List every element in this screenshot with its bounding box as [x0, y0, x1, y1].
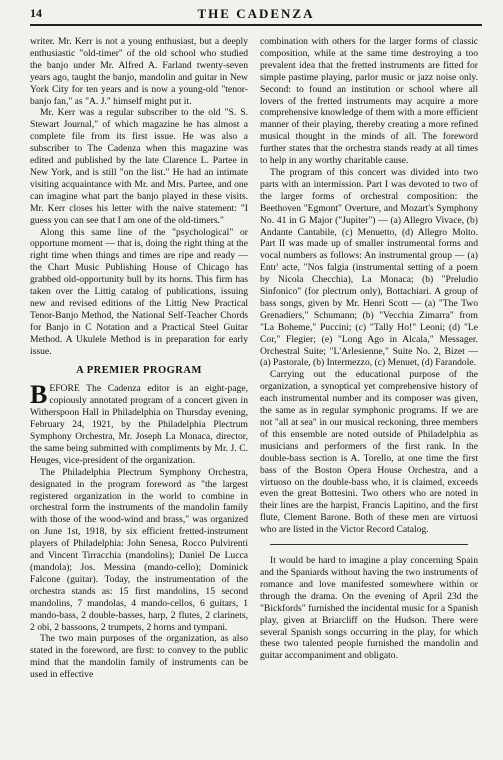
paragraph-text: EFORE The Cadenza editor is an eight-page, copiously annotated program of a concert given in Witherspoon Hall in Philadelphia on Thursday evening, February 24, 1921, by the Philadelphia Plectrum Symphony Orchestra, Mr. Joseph La Monaca, director, the same being submitted with compliments by Mr. J. C. Heuges, vice-president of the organization.	[30, 383, 248, 466]
paragraph: combination with others for the larger forms of classic composition, while at the same time destroying a too prevalent idea that the fretted instruments are fitted for simple pastime playing, parlor music or jazz noise only. Second: to found an institution or school where all lovers of the fretted instruments may acquire a more comprehensive knowledge of them with a more efficient manner of their playing, thereby creating a more refined musical thought in the minds of all. The foreword further states that the orchestra stands ready at all times to help in any worthy charitable cause.	[260, 36, 478, 167]
section-heading: A PREMIER PROGRAM	[76, 365, 202, 377]
paragraph: The two main purposes of the organization, as also stated in the foreword, are first: to convey to the public mind that the mandolin family of instruments can be used in effective	[30, 633, 248, 681]
paragraph: writer. Mr. Kerr is not a young enthusiast, but a deeply enthusiastic "old-timer" of the old school who studied the banjo under Mr. Alfred A. Farland twenty-seven years ago, taught the banjo, mandolin and guitar in New York City for ten years and is now a young-old "tenor-banjo fan," as "A. J." himself might put it.	[30, 36, 248, 107]
header-rule	[30, 24, 482, 26]
paragraph: Carrying out the educational purpose of the organization, a synoptical yet comprehensive history of each instrumental number and its composer was given, the same as in regular symphonic programs. If we are not "all at sea" in our musical reckoning, three members of this ensemble are noted outside of Philadelphia as musicians and performers of the first rank. In the double-bass section is A. Torello, at one time the first bass of the Boston Opera House Orchestra, and a virtuoso on the double-bass who, it is claimed, exceeds even the great Bottesini. Two others who are noted in their lines are the harpist, Francis Lapitino, and the first flute, Clement Barone. Both of these men are virtuosi who are listed in the Victor Record Catalog.	[260, 369, 478, 536]
left-column	[30, 36, 248, 681]
right-column	[260, 36, 478, 662]
page-header	[30, 6, 482, 24]
paragraph: It would be hard to imagine a play concerning Spain and the Spaniards without having the two instruments of romance and love manifested somewhere within or through the drama. On the evening of April 23d the "Bickfords" furnished the incidental music for a Spanish play, given at Briarcliff on the Hudson. There were several Spanish songs occurring in the play, for which these two talented people furnished the mandolin and guitar accompaniment and obligato.	[260, 555, 478, 662]
section-divider	[270, 544, 468, 545]
paragraph: The Philadelphia Plectrum Symphony Orchestra, designated in the program foreword as "the largest registered organization in the world to combine in orchestral form the instruments of the mandolin family with those of the wood-wind and brass," was organized on June 1st, 1918, by six efficient fretted-instrument players of Philadelphia: John Senesa, Rocco Pulvirenti and Vincent Tirracchia (mandolins); Daniel De Lucca (mandola); Jos. Messina (mando-cello); Dominick Falcone (guitar). Today, the instrumentation of the orchestra stands as: 15 first mandolins, 15 second mandolins, 7 mandolas, 4 mando-cellos, 6 guitars, 1 mando-bass, 2 double-basses, harp, 2 flutes, 2 clarinets, 2 obi, 2 bassoons, 2 trumpets, 2 horns and tympani.	[30, 466, 248, 633]
paragraph: The program of this concert was divided into two parts with an intermission. Part I was devoted to two of the larger forms of orchestral composition: the Beethoven "Egmont" Overture, and Mozart's Symphony No. 41 in G Major ("Jupiter") — (a) Allegro Vivace, (b) Andante Cantabile, (c) Menuetto, (d) Allegro Molto. Part II was made up of smaller instrumental forms and vocal numbers as follows: An instrumental group — (a) Entr' acte, "Nos falgia (instrumental setting of a poem by Nicola Checchia), La Monaca; (b) "Preludio Sinfonico" (for plectrum only), Bottachiari. A group of bass songs, given by Mr. Henri Scott — (a) "The Two Grenadiers," Schumann; (b) "Vecchia Zimarra" from "La Boheme," Puccini; (c) "Tally Ho!" Leoni; (d) "Le Cor," Flegier; (e) "Long Ago in Alcala," Messager. Orchestral Suite; "L'Arlesienne," Suite No. 2, Bizet — (a) Pastorale, (b) Intermezzo, (c) Menuet, (d) Farandole.	[260, 166, 478, 369]
page-number: 14	[30, 6, 42, 20]
paragraph: Mr. Kerr was a regular subscriber to the old "S. S. Stewart Journal," of which magazine he has almost a complete file from its first issue. He was also a subscriber to The Cadenza when this magazine was edited and published by the late Clarence L. Partee in New York, and is still "on the list." He had an intimate visiting acquaintance with Mr. and Mrs. Partee, and one can imagine what part the banjo played in these visits. Mr. Kerr closes his letter with the naive statement: "I guess you can see that I am one of the old-timers."	[30, 107, 248, 226]
drop-cap: B	[30, 380, 48, 410]
paragraph: Along this same line of the "psychological" or opportune moment — that is, doing the right thing at the right time when things and times are ripe and ready — the Chart Music Publishing House of Chicago has grabbed old-opportunity bull by its horns. This firm has taken over the Littig catalog of publications, issuing new and revised editions of the Littig New Practical Tenor-Banjo Method, the National Self-Teacher Chords for Banjo in C Notation and a Practical Steel Guitar Method. A Ukulele Method is in preparation for early issue.	[30, 226, 248, 357]
paragraph	[30, 380, 248, 466]
running-title: THE CADENZA	[197, 6, 315, 21]
